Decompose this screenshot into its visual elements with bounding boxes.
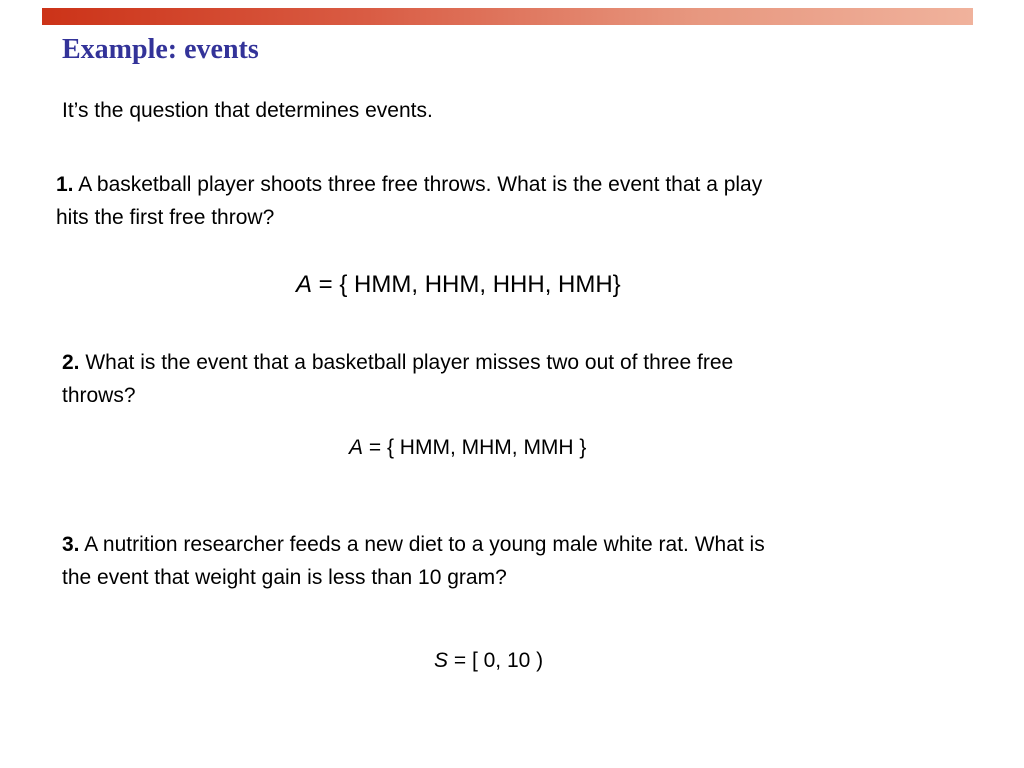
answer-3-variable: S	[434, 649, 449, 672]
answer-1-variable: A	[296, 271, 313, 298]
answer-3-expression: = [ 0, 10 )	[448, 649, 544, 672]
answer-1	[296, 271, 621, 299]
question-1-number: 1.	[56, 173, 74, 196]
question-2	[62, 346, 733, 412]
slide-title: Example: events	[62, 34, 259, 65]
question-3	[62, 528, 765, 594]
answer-2	[349, 436, 586, 460]
question-1-line-2: hits the first free throw?	[56, 206, 275, 229]
accent-bar	[42, 8, 973, 25]
question-2-text: What is the event that a basketball player misses two out of three free	[85, 351, 734, 374]
question-3-line-1	[62, 528, 765, 561]
question-2-number: 2.	[62, 351, 80, 374]
question-1	[56, 168, 762, 234]
question-3-line-2: the event that weight gain is less than 10 gram?	[62, 566, 507, 589]
question-1-text: A basketball player shoots three free throws. What is the event that a play	[78, 173, 763, 196]
answer-3	[434, 649, 543, 673]
question-2-line-2: throws?	[62, 384, 136, 407]
answer-2-variable: A	[349, 436, 364, 459]
question-1-line-1	[56, 168, 762, 201]
question-3-text: A nutrition researcher feeds a new diet to a young male white rat. What is	[84, 533, 765, 556]
question-2-line-1	[62, 346, 733, 379]
answer-2-expression: = { HMM, MHM, MMH }	[363, 436, 587, 459]
intro-text: It’s the question that determines events.	[62, 99, 433, 122]
question-3-number: 3.	[62, 533, 80, 556]
answer-1-expression: = { HMM, HHM, HHH, HMH}	[312, 271, 621, 298]
